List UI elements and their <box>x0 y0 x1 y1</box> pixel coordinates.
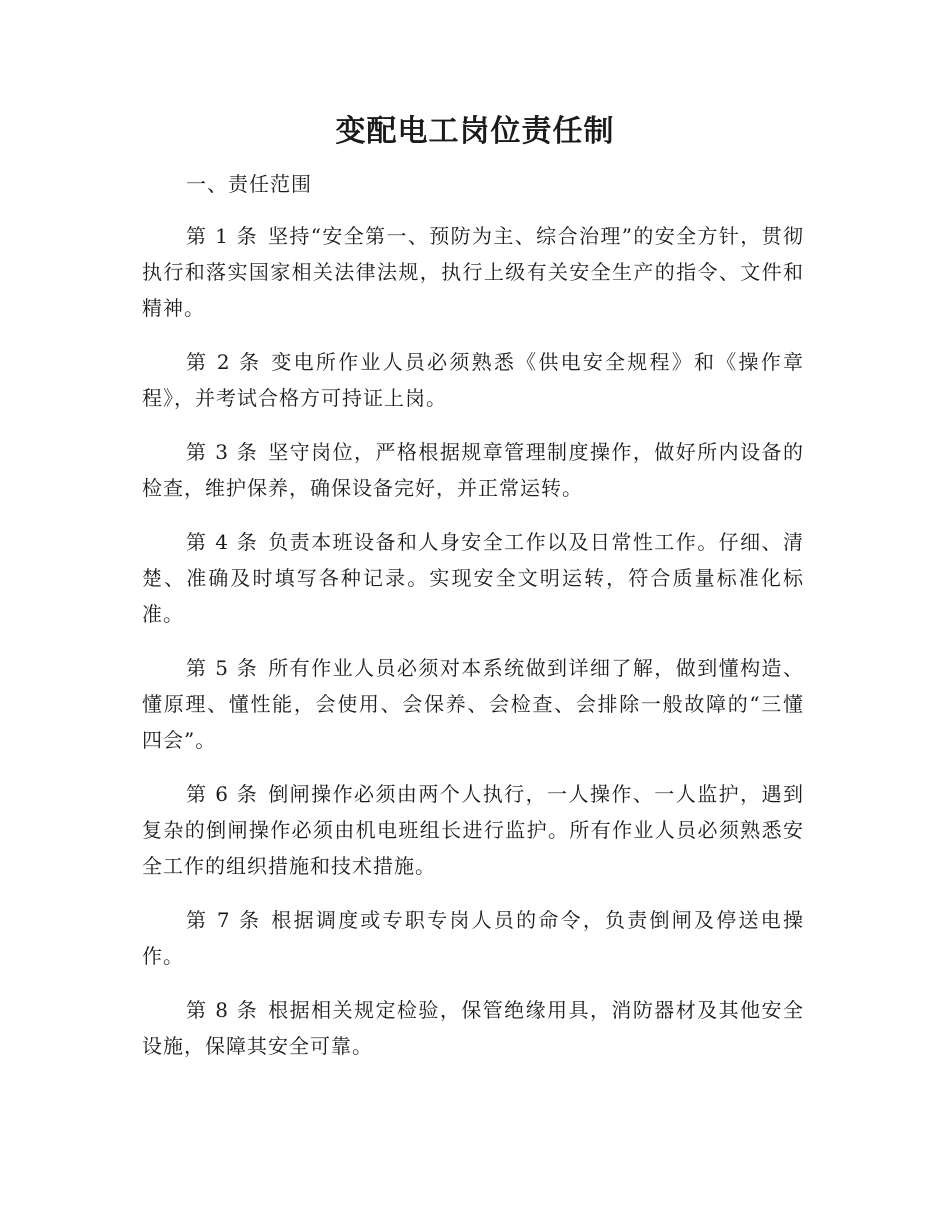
article-text: 根据相关规定检验，保管绝缘用具，消防器材及其他安全设施，保障其安全可靠。 <box>142 998 804 1058</box>
article-text: 根据调度或专职专岗人员的命令，负责倒闸及停送电操作。 <box>142 908 804 968</box>
article-number: 第 1 条 <box>186 224 258 248</box>
article-number: 第 6 条 <box>186 782 259 806</box>
article-number: 第 7 条 <box>186 908 262 932</box>
article-text: 所有作业人员必须对本系统做到详细了解，做到懂构造、懂原理、懂性能，会使用、会保养、会检查、会排除一般故障的“三懂四会”。 <box>142 656 804 752</box>
article-text: 负责本班设备和人身安全工作以及日常性工作。仔细、清楚、准确及时填写各种记录。实现安全文明运转，符合质量标准化标准。 <box>142 530 804 626</box>
article-text: 倒闸操作必须由两个人执行，一人操作、一人监护，遇到复杂的倒闸操作必须由机电班组长进行监护。所有作业人员必须熟悉安全工作的组织措施和技术措施。 <box>142 782 804 878</box>
article-text: 坚守岗位，严格根据规章管理制度操作，做好所内设备的检查，维护保养，确保设备完好，并正常运转。 <box>142 440 804 500</box>
section-heading: 一、责任范围 <box>186 172 312 196</box>
article-number: 第 2 条 <box>186 350 262 374</box>
article-text: 坚持“安全第一、预防为主、综合治理”的安全方针，贯彻执行和落实国家相关法律法规，执行上级有关安全生产的指令、文件和精神。 <box>142 224 804 320</box>
article-text: 变电所作业人员必须熟悉《供电安全规程》和《操作章程》，并考试合格方可持证上岗。 <box>142 350 804 410</box>
article-1 <box>142 218 804 326</box>
article-number: 第 3 条 <box>186 440 259 464</box>
article-number: 第 5 条 <box>186 656 259 680</box>
document-body <box>142 168 804 1082</box>
article-6 <box>142 776 804 884</box>
article-8 <box>142 992 804 1064</box>
article-5 <box>142 650 804 758</box>
article-3 <box>142 434 804 506</box>
article-2 <box>142 344 804 416</box>
article-4 <box>142 524 804 632</box>
document-title: 变配电工岗位责任制 <box>335 114 615 149</box>
article-number: 第 8 条 <box>186 998 259 1022</box>
article-7 <box>142 902 804 974</box>
article-number: 第 4 条 <box>186 530 259 554</box>
